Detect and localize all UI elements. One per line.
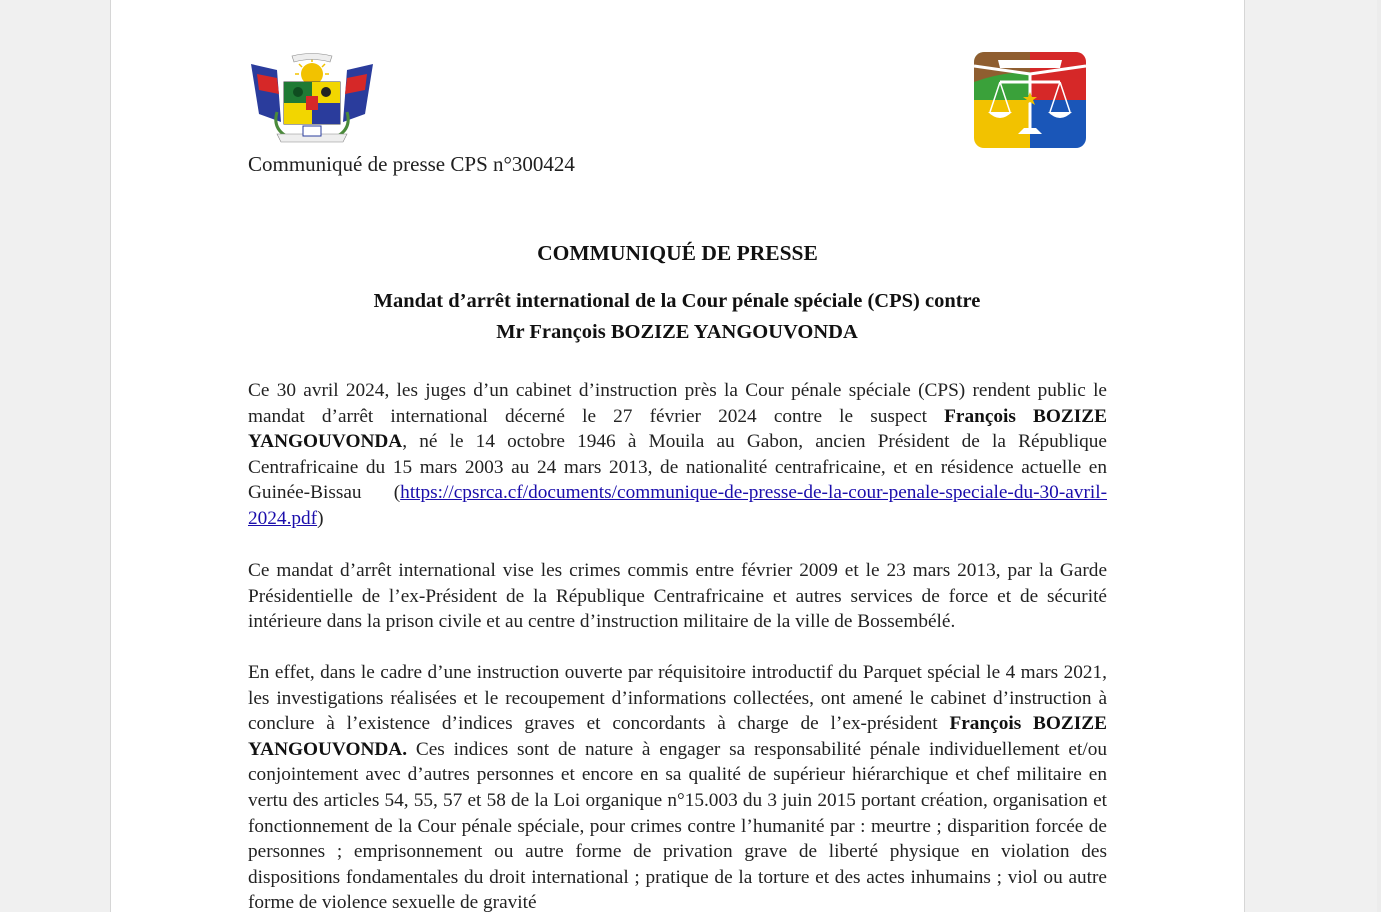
paragraph-1-text-a: Ce 30 avril 2024, les juges d’un cabinet d’instruction près la Cour pénale spéciale (CPS) rendent public le mandat d’arrêt international décerné le 27 février 2024 contre le suspect [248, 380, 1107, 427]
subtitle [327, 286, 1027, 348]
paragraph-3 [248, 660, 1107, 912]
paragraph-2: Ce mandat d’arrêt international vise les crimes commis entre février 2009 et le 23 mars 2013, par la Garde Présidentielle de l’ex-Président de la République Centrafricaine et autres services de force et de sécurité intérieure dans la prison civile et au centre d’instruction militaire de la ville de Bossembélé. [248, 560, 1107, 633]
press-release-reference: Communiqué de presse CPS n°300424 [248, 152, 575, 176]
suspect-name-bold: François BOZIZE YANGOUVONDA. [248, 713, 1107, 760]
subtitle-line-1: Mandat d’arrêt international de la Cour pénale spéciale (CPS) contre [373, 290, 981, 312]
paragraph-3-text-a: En effet, dans le cadre d’une instruction ouverte par réquisitoire introductif du Parquet spécial le 4 mars 2021, les investigations réalisées et le recoupement d’informations collectées, ont amené le cabinet d’instruction à conclure à l’existence d’indices graves et concordants à charge de l’ex-président [248, 662, 1107, 735]
suspect-name: François BOZIZE YANGOUVONDA [248, 405, 1107, 453]
paragraph-1-text-b: , né le 14 octobre 1946 à Mouila au Gabon, ancien Président de la République Centrafricaine du 15 mars 2003 au 24 mars 2013, de nationalité centrafricaine, et en résidence actuelle en Guinée-Bissau ( [248, 431, 1107, 504]
document-page [110, 0, 1245, 912]
paragraph-3-text-b: Ces indices sont de nature à engager sa responsabilité pénale individuellement et/ou conjointement avec d’autres personnes et encore en sa qualité de supérieur hiérarchique et chef militaire en vertu des articles 54, 55, 57 et 58 de la Loi organique n°15.003 du 3 juin 2015 portant création, organisation et fonctionnement de la Cour pénale spéciale, pour crimes contre l’humanité par : meurtre ; disparition forcée de personnes ; emprisonnement ou autre forme de privation grave de liberté physique en violation des dispositions fondamentales du droit international ; pratique de la torture et des actes inhumains ; viol ou autre forme de violence sexuelle de gravité [248, 738, 1107, 912]
vertical-scrollbar[interactable] [1377, 0, 1381, 912]
paragraph-1 [248, 378, 1107, 532]
press-release-link[interactable]: https://cpsrca.cf/documents/communique-de-presse-de-la-cour-penale-speciale-du-30-avril-2024.pdf [248, 482, 1107, 529]
cps-logo-icon [974, 52, 1086, 148]
page-title: COMMUNIQUÉ DE PRESSE [537, 241, 818, 265]
paragraph-1-text-c: ) [317, 507, 324, 529]
coat-of-arms-icon [247, 52, 377, 148]
subtitle-line-2: Mr François BOZIZE YANGOUVONDA [496, 321, 858, 343]
